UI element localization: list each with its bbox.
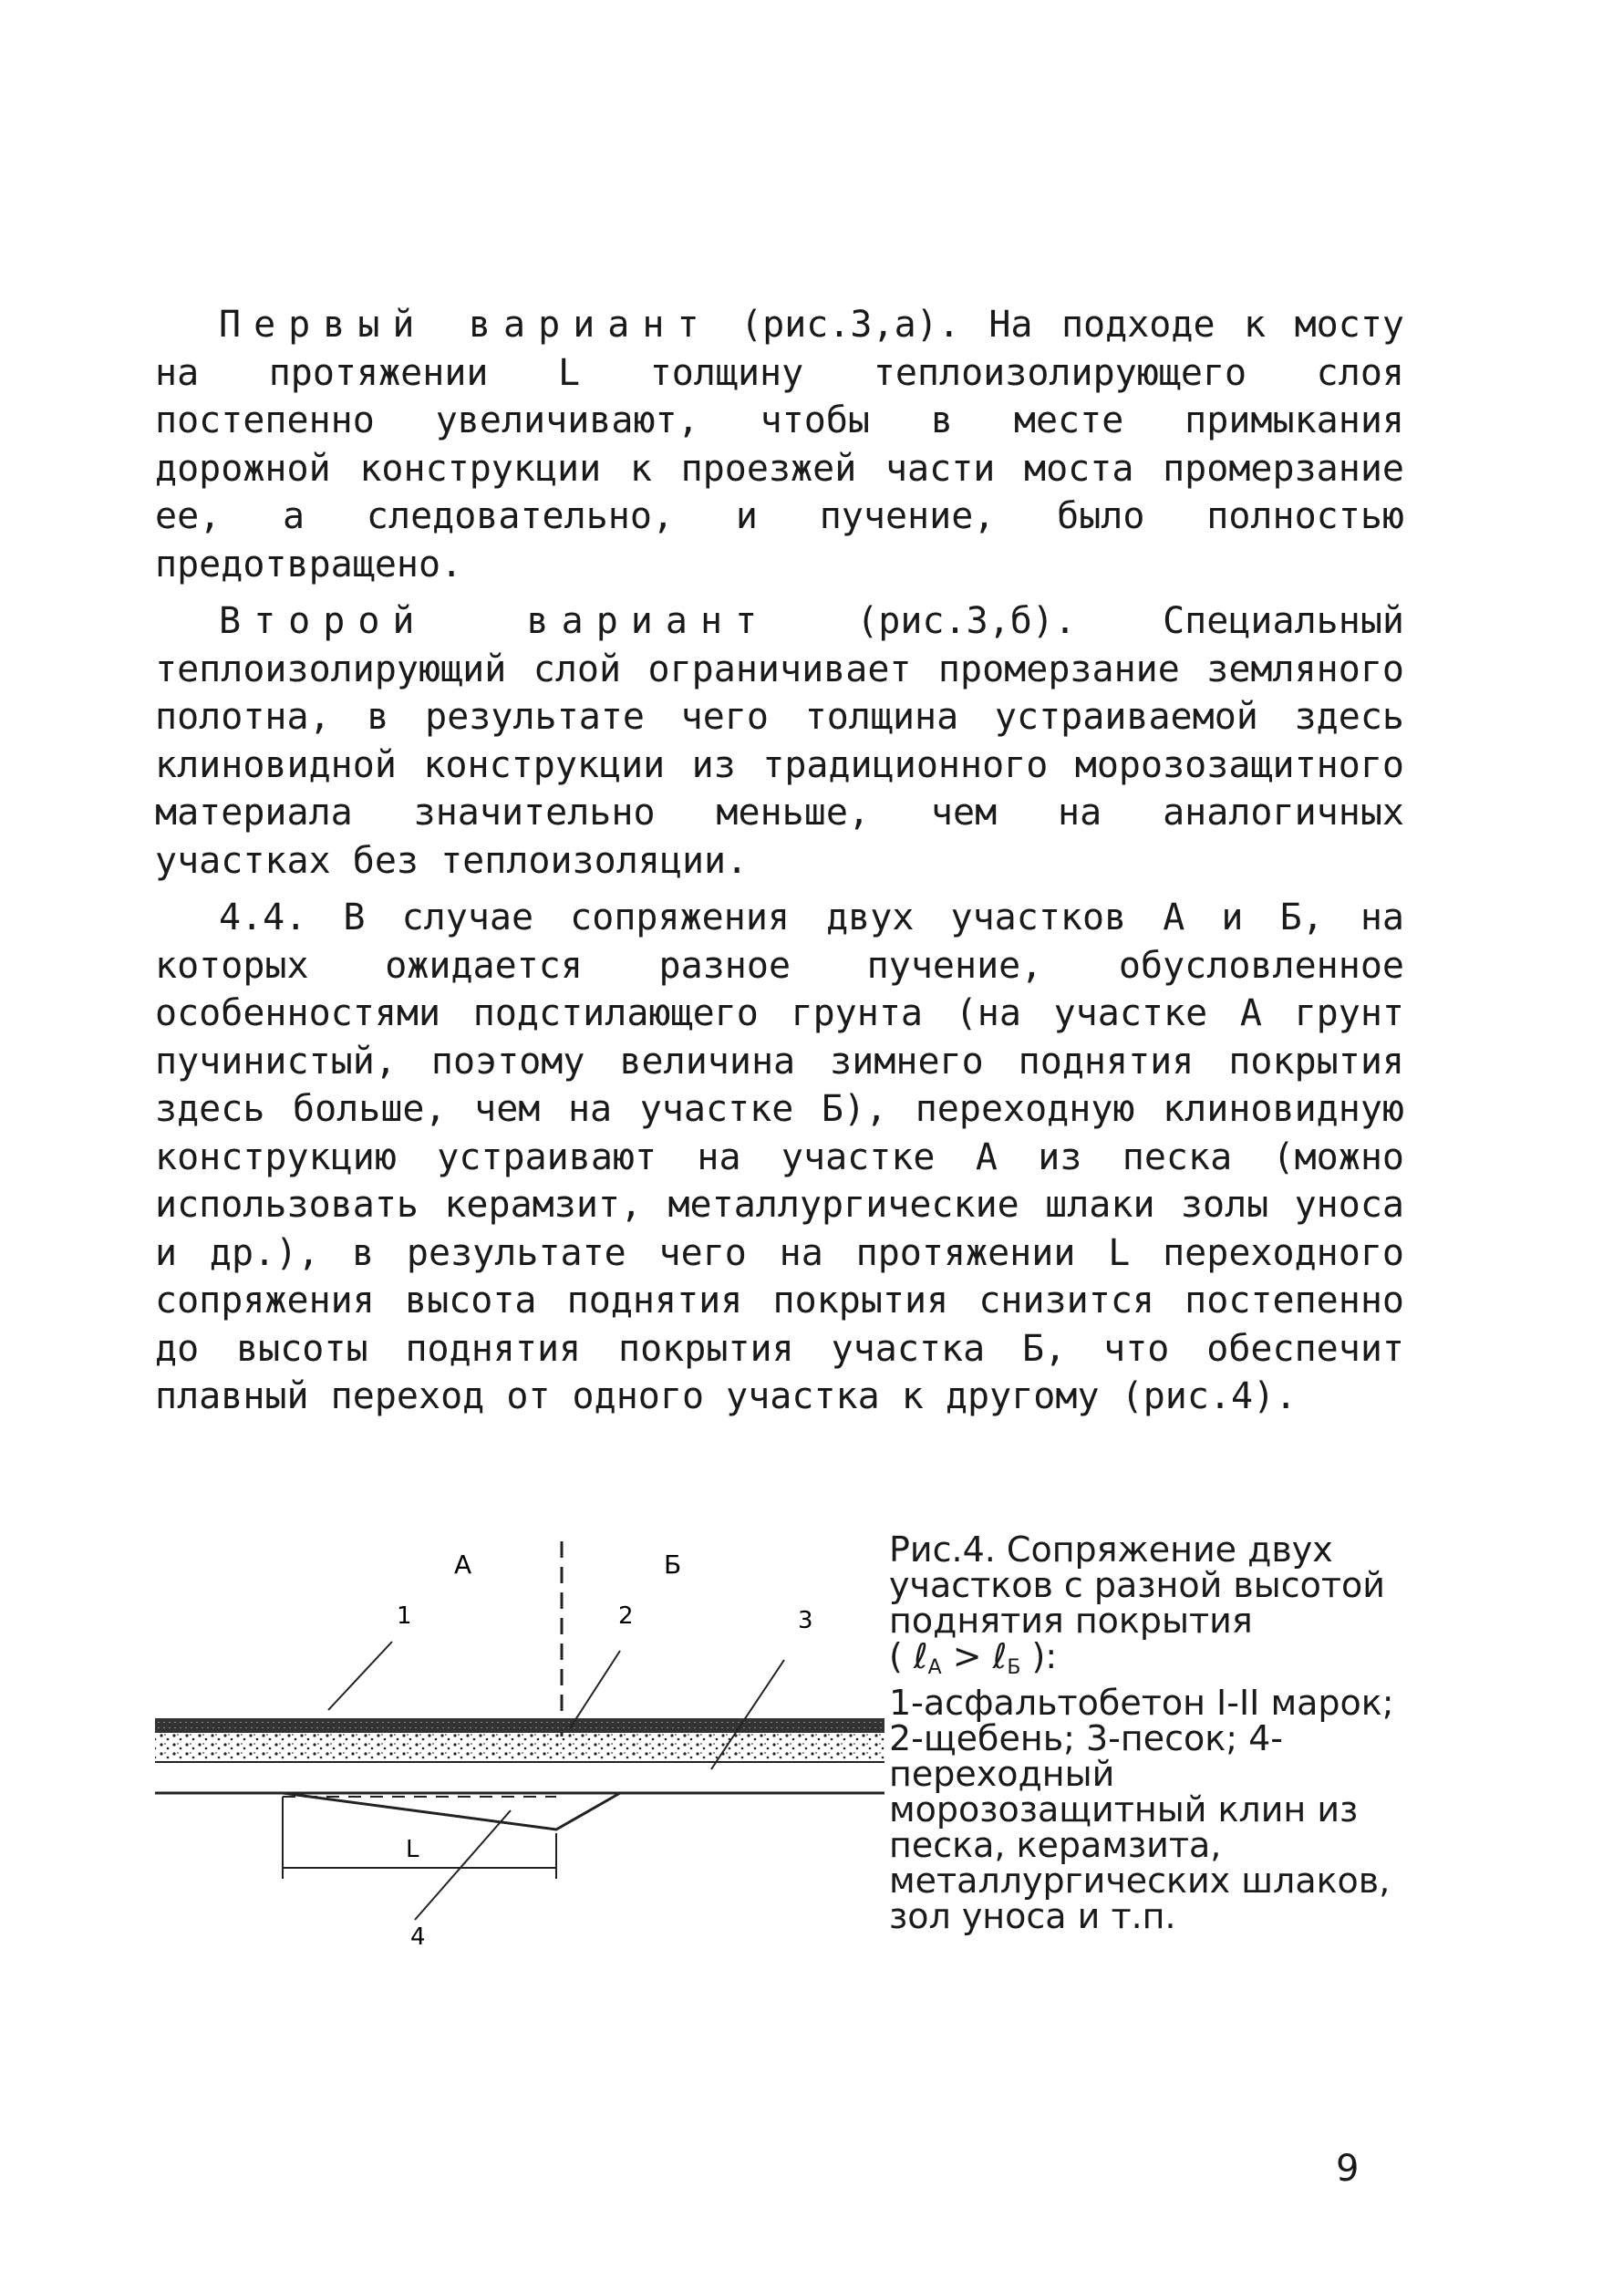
dimension-L-label: L xyxy=(406,1836,419,1863)
callout-2: 2 xyxy=(618,1602,634,1630)
figure-4-diagram xyxy=(146,1523,894,1961)
body-text xyxy=(155,301,1404,1430)
variant-2-heading: Второй вариант xyxy=(219,600,771,642)
variant-1-heading: Первый вариант xyxy=(219,304,712,346)
paragraph-4-4: 4.4. В случае сопряжения двух участков А и Б, на которых ожидается разное пучение, обусловленное особенностями подстилающего грунта (на участке А грунт пучинистый, поэтому величина зимнего поднятия покрытия здесь больше, чем на участке Б), переходную клиновидную конструкцию устраивают на участке А из песка (можно использовать керамзит, металлургические шлаки золы уноса и др.), в результате чего на протяжении L переходного сопряжения высота поднятия покрытия снизится постепенно до высоты поднятия покрытия участка Б, что обеспечит плавный переход от одного участка к другому (рис.4). xyxy=(155,897,1404,1417)
caption-formula: ( ℓ$_А$ > ℓ$_Б$ ): xyxy=(889,1636,1058,1679)
figure-4-caption xyxy=(889,1529,1400,1936)
section-b-label: Б xyxy=(664,1550,682,1580)
transition-wedge xyxy=(283,1793,620,1830)
leader-2 xyxy=(570,1651,620,1728)
caption-title: Рис.4. Сопряжение двух участков с разной высотой поднятия покрытия xyxy=(889,1529,1386,1641)
gravel-layer xyxy=(155,1733,884,1762)
paragraph-variant-2 xyxy=(155,597,1404,885)
page-number: 9 xyxy=(1336,2148,1360,2190)
paragraph-variant-1 xyxy=(155,301,1404,588)
leader-4 xyxy=(415,1810,511,1920)
callout-3: 3 xyxy=(798,1607,813,1634)
caption-legend: 1-асфальтобетон I-II марок; 2-щебень; 3-песок; 4-переходный морозозащитный клин из песка, керамзита, металлургических шлаков, зол уноса и т.п. xyxy=(889,1683,1394,1936)
leader-1 xyxy=(328,1642,392,1710)
section-a-label: А xyxy=(454,1550,472,1580)
variant-2-text: (рис.3,б). Специальный теплоизолирующий слой ограничивает промерзание земляного полотна, в результате чего толщина устраиваемой здесь клиновидной конструкции из традиционного морозозащитного материала значительно меньше, чем на аналогичных участках без теплоизоляции. xyxy=(155,600,1404,882)
variant-1-text: (рис.3,а). На подходе к мосту на протяжении L толщину теплоизолирующего слоя постепенно увеличивают, чтобы в месте примыкания дорожной конструкции к проезжей части моста промерзание ее, а следовательно, и пучение, было полностью предотвращено. xyxy=(155,304,1404,586)
road-section-drawing xyxy=(146,1523,894,1961)
asphalt-layer xyxy=(155,1718,884,1733)
callout-1: 1 xyxy=(397,1602,412,1630)
callout-4: 4 xyxy=(410,1923,426,1951)
